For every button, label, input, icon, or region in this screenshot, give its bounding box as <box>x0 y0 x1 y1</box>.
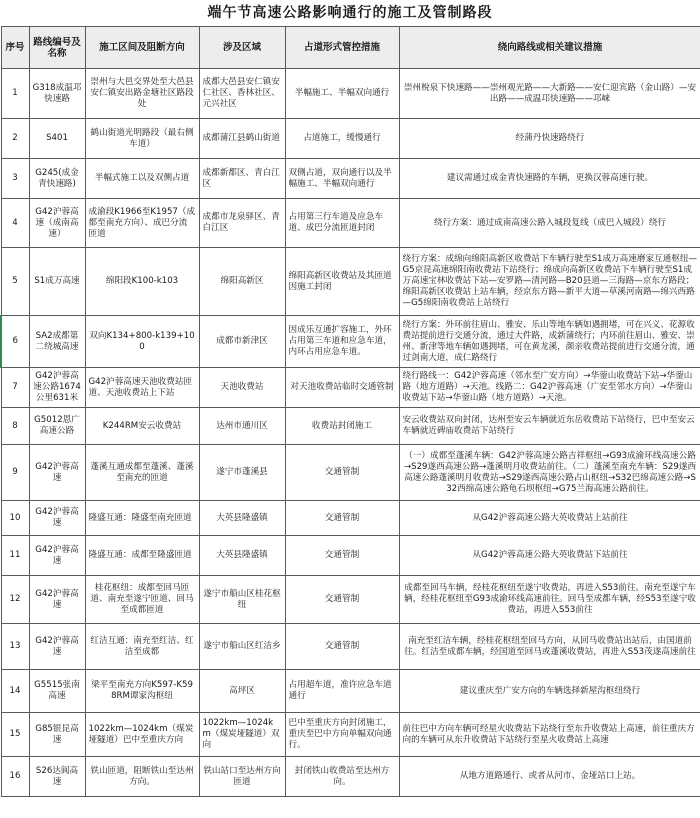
cell-measure: 占用超车道，准许应急车道通行 <box>285 670 399 713</box>
cell-detour: 绕行方案：外环前往眉山、雅安、乐山等地车辆如遇拥堵，可在兴义、花源收费站提前进行交通分流，通过大件路，成新蒲绕行；内环前往眉山、雅安、崇州、新津等地车辆如遇拥堵，可在黄龙溪，颜亲收费站提前进行交通分流，通过剑南大道，成仁路绕行 <box>399 316 700 368</box>
cell-detour: 建议需通过成金青快速路的车辆，更换汉蓉高速行驶。 <box>399 159 700 199</box>
table-row <box>1 501 700 536</box>
cell-no: 2 <box>1 119 29 159</box>
cell-section: 1022km—1024km（煤炭垭隧道）巴中至重庆方向 <box>85 713 199 757</box>
cell-no: 15 <box>1 713 29 757</box>
table-row <box>1 69 700 119</box>
cell-no: 10 <box>1 501 29 536</box>
cell-no: 16 <box>1 757 29 797</box>
cell-section: 半幅式施工以及双侧占道 <box>85 159 199 199</box>
cell-region: 成都市新津区 <box>199 316 285 368</box>
cell-region: 遂宁市船山区桂花枢纽 <box>199 576 285 624</box>
cell-region: 绵阳高新区 <box>199 248 285 316</box>
table-row <box>1 713 700 757</box>
cell-route: G5012恩广高速公路 <box>29 408 85 445</box>
cell-route: G5515张南高速 <box>29 670 85 713</box>
table-row <box>1 624 700 670</box>
cell-detour: 成都至回马车辆，经桂花枢纽至遂宁收费站，再进入S53前往。南充至遂宁车辆，经桂花枢纽至G93成渝环线高速前往。回马至成都车辆，经S53至遂宁收费站，再进入S53前往 <box>399 576 700 624</box>
cell-measure: 收费站封闭施工 <box>285 408 399 445</box>
cell-region: 1022km—1024km（煤炭垭隧道）双向 <box>199 713 285 757</box>
cell-region: 高坪区 <box>199 670 285 713</box>
cell-section: 桂花枢纽：成都至回马匝道、南充至遂宁匝道、回马至成都匝道 <box>85 576 199 624</box>
table-row <box>1 316 700 368</box>
cell-region: 铁山站口至达州方向匝道 <box>199 757 285 797</box>
cell-region: 遂宁市船山区红洁乡 <box>199 624 285 670</box>
cell-no: 5 <box>1 248 29 316</box>
cell-section: 双向K134+800-k139+100 <box>85 316 199 368</box>
cell-no: 6 <box>1 316 29 368</box>
cell-no: 9 <box>1 445 29 501</box>
cell-region: 达州市通川区 <box>199 408 285 445</box>
cell-no: 14 <box>1 670 29 713</box>
cell-detour: 绕行方案：通过成南高速公路入城段复线（成巴入城段）绕行 <box>399 199 700 248</box>
cell-no: 8 <box>1 408 29 445</box>
cell-route: G318成温邛快速路 <box>29 69 85 119</box>
closure-table <box>0 26 700 797</box>
cell-section: 鹤山街道光明路段（最右侧车道） <box>85 119 199 159</box>
cell-route: S26达阆高速 <box>29 757 85 797</box>
table-row <box>1 159 700 199</box>
cell-no: 12 <box>1 576 29 624</box>
cell-region: 成都蒲江县鹤山街道 <box>199 119 285 159</box>
cell-measure: 交通管制 <box>285 576 399 624</box>
cell-detour: 绕行方案：成绵向绵阳高新区收费站下车辆行驶至S1成万高速磨家互通枢纽—G5京昆高速绵阳南收费站下站绕行；绵成向高新区收费站下车辆行驶至S1成万高速宝林收费站下站—安罗路—清河路—B20县道—三海路—京东方路段；绵阳高新区收费站上站车辆，经京东方路—新平大道—草溪河南路—绵兴西路—G5绵阳南收费站上站绕行 <box>399 248 700 316</box>
cell-region: 大英县隆盛镇 <box>199 536 285 576</box>
cell-route: G42沪蓉高速（成南高速） <box>29 199 85 248</box>
table-row <box>1 445 700 501</box>
cell-route: G42沪蓉高速 <box>29 624 85 670</box>
header-route: 路线编号及名称 <box>29 27 85 69</box>
cell-section: G42沪蓉高速天池收费站匝道、天池收费站上下站 <box>85 368 199 408</box>
cell-measure: 封闭铁山收费站至达州方向。 <box>285 757 399 797</box>
cell-route: G42沪蓉高速公路1674公里631米 <box>29 368 85 408</box>
cell-section: 崇州与大邑交界处至大邑县安仁镇安出路金塘社区路段处 <box>85 69 199 119</box>
table-row <box>1 670 700 713</box>
table-row <box>1 536 700 576</box>
cell-section: 隆盛互通：隆盛至南充匝道 <box>85 501 199 536</box>
cell-detour: 南充至红洁车辆，经桂花枢纽至回马方向，从回马收费站出站后，由国道前往。红洁至成都车辆，经国道至回马或蓬溪收费站，再进入S53茂遂高速前往 <box>399 624 700 670</box>
cell-measure: 对天池收费站临时交通管制 <box>285 368 399 408</box>
cell-section: K244RM安云收费站 <box>85 408 199 445</box>
cell-detour: 从G42沪蓉高速公路大英收费站上站前往 <box>399 501 700 536</box>
cell-route: SA2成都第二绕城高速 <box>29 316 85 368</box>
cell-detour: 经蒲丹快速路绕行 <box>399 119 700 159</box>
header-detour: 绕向路线或相关建议措施 <box>399 27 700 69</box>
cell-region: 成都新都区、青白江区 <box>199 159 285 199</box>
cell-measure: 交通管制 <box>285 445 399 501</box>
cell-detour: 从G42沪蓉高速公路大英收费站下站前往 <box>399 536 700 576</box>
table-row <box>1 248 700 316</box>
cell-measure: 半幅施工、半幅双向通行 <box>285 69 399 119</box>
cell-route: S1成万高速 <box>29 248 85 316</box>
cell-measure: 交通管制 <box>285 624 399 670</box>
header-measure: 占道形式管控措施 <box>285 27 399 69</box>
cell-section: 铁山匝道，阻断铁山至达州方向。 <box>85 757 199 797</box>
cell-route: G42沪蓉高速 <box>29 501 85 536</box>
cell-measure: 绵阳高新区收费站及其匝道因施工封闭 <box>285 248 399 316</box>
cell-no: 11 <box>1 536 29 576</box>
cell-section: 红洁互通：南充至红洁、红洁至成都 <box>85 624 199 670</box>
cell-region: 遂宁市蓬溪县 <box>199 445 285 501</box>
page-title: 端午节高速公路影响通行的施工及管制路段 <box>207 5 493 21</box>
cell-measure: 因成乐互通扩容施工，外环占用第三车道和应急车道，内环占用应急车道。 <box>285 316 399 368</box>
cell-detour: 从地方道路通行、或者从河市、金垭站口上站。 <box>399 757 700 797</box>
cell-no: 4 <box>1 199 29 248</box>
cell-detour: （一）成都至蓬溪车辆：G42沪蓉高速公路吉祥枢纽→G93成渝环线高速公路→S29遂西高速公路→蓬溪明月收费站前往。（二）蓬溪至南充车辆：S29遂西高速公路蓬溪明月收费站→S29遂西高速公路占山枢纽→S32巴绵高速公路→S32西绵高速公路龟石坝枢纽→G75兰海高速公路前往。 <box>399 445 700 501</box>
header-row <box>1 27 700 69</box>
cell-measure: 交通管制 <box>285 536 399 576</box>
cell-section: 梁平至南充方向K597-K598RM谭家沟枢纽 <box>85 670 199 713</box>
cell-no: 7 <box>1 368 29 408</box>
cell-measure: 交通管制 <box>285 501 399 536</box>
cell-measure: 占道施工，缓慢通行 <box>285 119 399 159</box>
cell-route: S401 <box>29 119 85 159</box>
cell-detour: 绕行路线一：G42沪蓉高速（邻水至广安方向）→华蓥山收费站下站→华蓥山路（地方道路）→天池。线路二：G42沪蓉高速（广安至邻水方向）→华蓥山收费站下站→华蓥山路（地方道路）→天池。 <box>399 368 700 408</box>
table-row <box>1 199 700 248</box>
cell-no: 13 <box>1 624 29 670</box>
cell-route: G245(成金青快速路) <box>29 159 85 199</box>
cell-region: 天池收费站 <box>199 368 285 408</box>
cell-detour: 前往巴中方向车辆可经星火收费站下站绕行至东升收费站上高速，前往重庆方向的车辆可从东升收费站下站绕行至星火收费站上高速 <box>399 713 700 757</box>
cell-measure: 双侧占道，双向通行以及半幅施工、半幅双向通行 <box>285 159 399 199</box>
cell-section: 成渝段K1966至K1957（成都至南充方向）、成巴分流匝道 <box>85 199 199 248</box>
cell-region: 大英县隆盛镇 <box>199 501 285 536</box>
cell-measure: 占用第三行车道及应急车道、成巴分流匝道封闭 <box>285 199 399 248</box>
cell-detour: 安云收费站双向封闭，达州至安云车辆就近东岳收费站下站绕行，巴中至安云车辆就近碑庙收费站下站绕行 <box>399 408 700 445</box>
header-no: 序号 <box>1 27 29 69</box>
table-row <box>1 408 700 445</box>
cell-section: 绵阳段K100-k103 <box>85 248 199 316</box>
cell-section: 隆盛互通：成都至隆盛匝道 <box>85 536 199 576</box>
table-row <box>1 757 700 797</box>
table-row <box>1 576 700 624</box>
cell-route: G42沪蓉高速 <box>29 445 85 501</box>
cell-region: 成都大邑县安仁镇安仁社区、香林社区、元兴社区 <box>199 69 285 119</box>
header-section: 施工区间及阻断方向 <box>85 27 199 69</box>
cell-no: 1 <box>1 69 29 119</box>
cell-route: G42沪蓉高速 <box>29 536 85 576</box>
cell-route: G42沪蓉高速 <box>29 576 85 624</box>
header-region: 涉及区域 <box>199 27 285 69</box>
cell-measure: 巴中至重庆方向封闭施工，重庆至巴中方向单幅双向通行。 <box>285 713 399 757</box>
cell-no: 3 <box>1 159 29 199</box>
cell-detour: 崇州梲泉下快速路——崇州观光路——大新路——安仁迎宾路（金山路）—安出路——成温邛快速路——邛崃 <box>399 69 700 119</box>
cell-region: 成都市龙泉驿区、青白江区 <box>199 199 285 248</box>
cell-route: G85银昆高速 <box>29 713 85 757</box>
table-row <box>1 368 700 408</box>
table-row <box>1 119 700 159</box>
cell-detour: 建议重庆至广安方向的车辆选择新屋沟枢纽绕行 <box>399 670 700 713</box>
cell-section: 蓬溪互通成都至蓬溪、蓬溪至南充的匝道 <box>85 445 199 501</box>
